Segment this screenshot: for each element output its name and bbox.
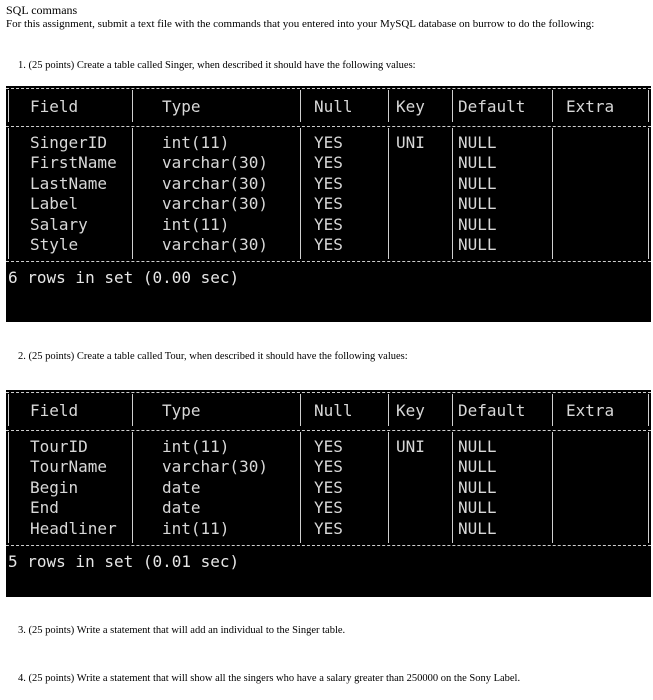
tour-table-column-divider	[132, 394, 133, 426]
singer-table-column-divider	[388, 90, 389, 122]
singer-table-cell: NULL	[458, 194, 497, 214]
singer-table-cell: YES	[314, 214, 343, 234]
singer-table-cell: SingerID	[30, 133, 108, 152]
singer-table-header-extra: Extra	[566, 97, 615, 116]
singer-table-cell: YES	[314, 173, 343, 193]
singer-table-cell: varchar(30)	[162, 194, 268, 214]
singer-table-column-divider	[388, 128, 389, 259]
tour-table-cell: YES	[314, 518, 343, 538]
tour-table-header-field: Field	[30, 401, 79, 420]
tour-table-column-divider	[300, 432, 301, 543]
question-2: 2. (25 points) Create a table called Tour, when described it should have the following values:	[18, 351, 408, 362]
tour-table-cell: date	[162, 498, 201, 518]
tour-table-separator-line	[6, 392, 651, 393]
tour-table-cell: Begin	[30, 477, 79, 497]
tour-table-column-divider	[648, 394, 649, 426]
singer-table-header-type: Type	[162, 97, 201, 116]
tour-table-column-divider	[552, 432, 553, 543]
singer-table	[6, 86, 651, 322]
singer-table-column-divider	[648, 128, 649, 259]
tour-table-cell: int(11)	[162, 437, 230, 456]
tour-table-column-divider	[552, 394, 553, 426]
tour-table-header-extra: Extra	[566, 401, 615, 420]
singer-table-cell: int(11)	[162, 133, 230, 152]
singer-table-cell: NULL	[458, 133, 497, 152]
singer-table-cell: YES	[314, 194, 343, 214]
question-3: 3. (25 points) Write a statement that will add an individual to the Singer table.	[18, 625, 346, 636]
singer-table-rows-in-set: 6 rows in set (0.00 sec)	[8, 268, 240, 288]
tour-table-cell: YES	[314, 477, 343, 497]
tour-table-cell: TourName	[30, 457, 108, 477]
singer-table-cell: UNI	[396, 133, 425, 152]
tour-table-separator-line	[6, 430, 651, 431]
tour-table-column-divider	[8, 432, 9, 543]
singer-table-cell: varchar(30)	[162, 153, 268, 173]
tour-table-column-divider	[452, 394, 453, 426]
tour-table-cell: NULL	[458, 477, 497, 497]
tour-table-column-divider	[132, 432, 133, 543]
singer-table-cell: NULL	[458, 153, 497, 173]
tour-table-header-type: Type	[162, 401, 201, 420]
tour-table-cell: NULL	[458, 457, 497, 477]
singer-table-cell: NULL	[458, 173, 497, 193]
tour-table-cell: YES	[314, 437, 343, 456]
singer-table-separator-line	[6, 126, 651, 127]
tour-describe-terminal	[6, 390, 651, 597]
singer-table-cell: YES	[314, 153, 343, 173]
tour-table-cell: Headliner	[30, 518, 117, 538]
singer-table-cell: YES	[314, 235, 343, 254]
singer-table-column-divider	[452, 90, 453, 122]
singer-table-column-divider	[552, 128, 553, 259]
singer-table-column-divider	[552, 90, 553, 122]
singer-table-cell: Label	[30, 194, 79, 214]
tour-table-column-divider	[648, 432, 649, 543]
singer-table-header-default: Default	[458, 97, 526, 116]
singer-table-cell: int(11)	[162, 214, 230, 234]
tour-table-separator-line	[6, 545, 651, 546]
singer-table-cell: varchar(30)	[162, 173, 268, 193]
tour-table-cell: YES	[314, 498, 343, 518]
singer-table-cell: Salary	[30, 214, 88, 234]
singer-table-cell: FirstName	[30, 153, 117, 173]
tour-table-header-default: Default	[458, 401, 526, 420]
singer-table-column-divider	[8, 128, 9, 259]
tour-table-column-divider	[300, 394, 301, 426]
singer-describe-terminal	[6, 86, 651, 322]
tour-table-cell: date	[162, 477, 201, 497]
singer-table-column-divider	[8, 90, 9, 122]
tour-table-cell: NULL	[458, 518, 497, 538]
singer-table-cell: varchar(30)	[162, 235, 268, 254]
tour-table-cell: varchar(30)	[162, 457, 268, 477]
singer-table-cell: Style	[30, 235, 79, 254]
tour-table-header-null: Null	[314, 401, 353, 420]
assignment-intro: For this assignment, submit a text file with the commands that you entered into your MySQL database on burrow to do the following:	[6, 18, 595, 30]
singer-table-separator-line	[6, 261, 651, 262]
tour-table-column-divider	[388, 432, 389, 543]
singer-table-column-divider	[132, 90, 133, 122]
tour-table-rows-in-set: 5 rows in set (0.01 sec)	[8, 552, 240, 571]
singer-table-header-null: Null	[314, 97, 353, 116]
tour-table-cell: UNI	[396, 437, 425, 456]
tour-table-cell: NULL	[458, 437, 497, 456]
singer-table-column-divider	[300, 90, 301, 122]
tour-table-header-key: Key	[396, 401, 425, 420]
tour-table-cell: End	[30, 498, 59, 518]
singer-table-cell: NULL	[458, 214, 497, 234]
tour-table-column-divider	[452, 432, 453, 543]
tour-table-column-divider	[388, 394, 389, 426]
singer-table-cell: NULL	[458, 235, 497, 254]
question-1: 1. (25 points) Create a table called Singer, when described it should have the following values:	[18, 60, 416, 71]
singer-table-column-divider	[648, 90, 649, 122]
tour-table-cell: YES	[314, 457, 343, 477]
singer-table-column-divider	[300, 128, 301, 259]
tour-table-cell: int(11)	[162, 518, 230, 538]
singer-table-header-key: Key	[396, 97, 425, 116]
singer-table-column-divider	[452, 128, 453, 259]
tour-table	[6, 390, 651, 597]
singer-table-column-divider	[132, 128, 133, 259]
singer-table-separator-line	[6, 88, 651, 89]
singer-table-header-field: Field	[30, 97, 79, 116]
singer-table-cell: LastName	[30, 173, 108, 193]
tour-table-column-divider	[8, 394, 9, 426]
tour-table-cell: TourID	[30, 437, 88, 456]
header-title: SQL commans	[6, 3, 78, 17]
singer-table-cell: YES	[314, 133, 343, 152]
question-4: 4. (25 points) Write a statement that will show all the singers who have a salary greater than 250000 on the Sony Label.	[18, 673, 521, 684]
tour-table-cell: NULL	[458, 498, 497, 518]
